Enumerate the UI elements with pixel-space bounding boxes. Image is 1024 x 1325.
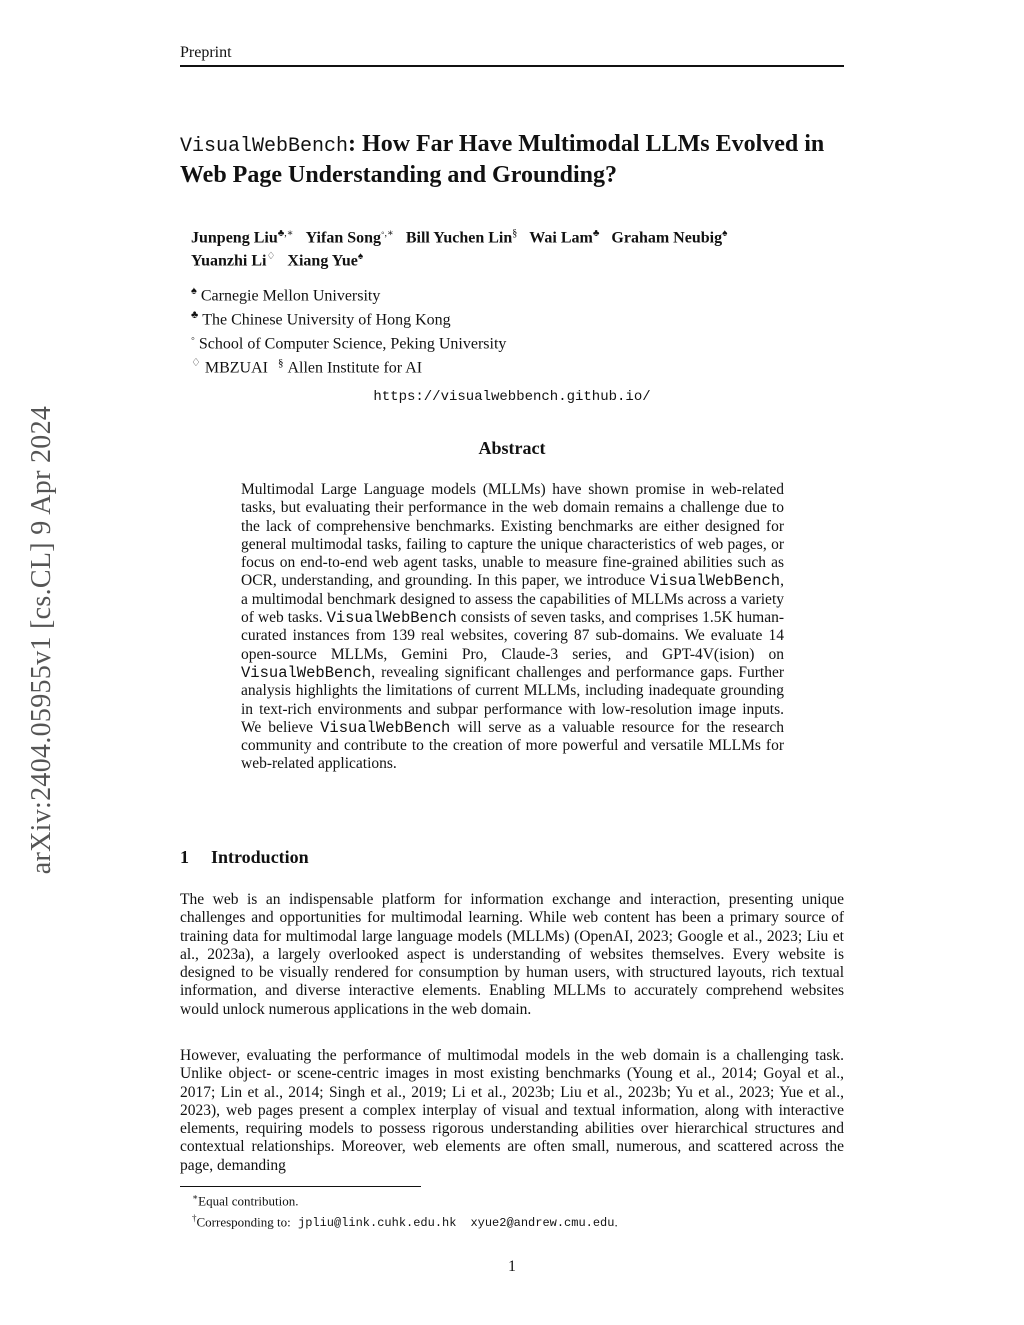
- affiliation-list: [191, 282, 506, 379]
- footnote-rule: [180, 1186, 421, 1187]
- body-paragraph: However, evaluating the performance of multimodal models in the web domain is a challenging task. Unlike object- or scene-centric images in most existing benchmarks (Young et al., 2014; Goyal et al., 2017; Lin et al., 2014; Singh et al., 2019; Li et al., 2023b; Liu et al., 2023b; Yu et al., 2023; Yue et al., 2023), web pages present a complex interplay of visual and textual information, along with interactive elements, requiring models to possess rigorous understanding abilities over hierarchical structures and contextual relationships. Moreover, web elements are often small, numerous, and scattered across the page, demanding: [180, 1047, 844, 1174]
- club-icon: ♣: [191, 309, 199, 322]
- section-mark-icon: §: [277, 357, 284, 370]
- affiliation-mark: ♠: [722, 228, 728, 239]
- author: Junpeng Liu♣,∗: [191, 228, 294, 247]
- affiliation-mark: ♠: [357, 251, 364, 263]
- affiliation-mark: ◦,∗: [381, 228, 394, 239]
- affiliation-mark: §: [512, 228, 518, 239]
- body-paragraph: The web is an indispensable platform for information exchange and interaction, presenting unique challenges and opportunities for multimodal learning. While web content has been a primary source of training data for multimodal large language models (MLLMs) (OpenAI, 2023; Google et al., 2023; Liu et al., 2023a), a largely overlooked aspect is understanding of websites themselves. Every website is designed to be visually rendered for consumption by human users, with structured layouts, rich textual information, and diverse interactive elements. Enabling MLLMs to accurately comprehend websites would unlock numerous applications in the web domain.: [180, 891, 844, 1018]
- author: Wai Lam♣: [529, 228, 600, 247]
- section-heading-introduction: [180, 847, 309, 868]
- title-system-name: VisualWebBench: [180, 135, 349, 158]
- system-name: VisualWebBench: [326, 609, 457, 628]
- footnote-equal-contribution: ∗Equal contribution.: [192, 1192, 299, 1209]
- email-link[interactable]: jpliu@link.cuhk.edu.hk: [298, 1216, 457, 1231]
- system-name: VisualWebBench: [241, 663, 372, 682]
- author: Yuanzhi Li♢: [191, 251, 276, 270]
- affiliation: ♢ MBZUAI § Allen Institute for AI: [191, 357, 423, 377]
- system-name: VisualWebBench: [649, 572, 781, 591]
- affiliation-mark: ♣,∗: [277, 228, 294, 239]
- section-title: Introduction: [211, 847, 309, 867]
- affiliation-mark: ♢: [266, 251, 276, 263]
- footnote-mark: †: [192, 1212, 197, 1223]
- affiliation: ◦ School of Computer Science, Peking University: [191, 333, 507, 353]
- email-link[interactable]: xyue2@andrew.cmu.edu: [470, 1216, 615, 1231]
- diamond-icon: ♢: [191, 357, 201, 370]
- project-url-link[interactable]: https://visualwebbench.github.io/: [373, 389, 651, 405]
- author: Xiang Yue♠: [287, 251, 364, 270]
- author: Yifan Song◦,∗: [305, 228, 394, 247]
- circle-icon: ◦: [191, 333, 195, 346]
- arxiv-identifier-stamp[interactable]: arXiv:2404.05955v1 [cs.CL] 9 Apr 2024: [26, 405, 57, 875]
- footnotes: [192, 1189, 618, 1233]
- affiliation: ♠ Carnegie Mellon University: [191, 285, 381, 305]
- header-rule: [180, 65, 844, 67]
- section-number: 1: [180, 847, 189, 867]
- paper-title: [180, 130, 860, 190]
- abstract-heading: Abstract: [478, 438, 546, 458]
- spade-icon: ♠: [191, 285, 197, 297]
- author: Bill Yuchen Lin§: [405, 228, 518, 247]
- author: Graham Neubig♠: [611, 228, 728, 247]
- footnote-corresponding: †Corresponding to: jpliu@link.cuhk.edu.hk xyue2@andrew.cmu.edu.: [192, 1212, 618, 1231]
- running-header: Preprint: [180, 44, 232, 61]
- abstract-body: Multimodal Large Language models (MLLMs) have shown promise in web-related tasks, but evaluating their performance in the web domain remains a challenge due to the lack of comprehensive benchmarks. Existing benchmarks are either designed for general multimodal tasks, failing to capture the unique characteristics of web pages, or focus on end-to-end web agent tasks, unable to measure fine-grained abilities such as OCR, understanding, and grounding. In this paper, we introduce VisualWebBench, a multimodal benchmark designed to assess the capabilities of MLLMs across a variety of web tasks. VisualWebBench consists of seven tasks, and comprises 1.5K human-curated instances from 139 real websites, covering 87 sub-domains. We evaluate 14 open-source MLLMs, Gemini Pro, Claude-3 series, and GPT-4V(ision) on VisualWebBench, revealing significant challenges and performance gaps. Further analysis highlights the limitations of current MLLMs, including inadequate grounding in text-rich environments and subpar performance with low-resolution image inputs. We believe VisualWebBench will serve as a valuable resource for the research community and contribute to the creation of more powerful and versatile MLLMs for web-related applications.: [241, 481, 784, 773]
- affiliation-mark: ♣: [592, 228, 600, 239]
- footnote-mark: ∗: [192, 1192, 199, 1202]
- system-name: VisualWebBench: [320, 718, 451, 737]
- affiliation: ♣ The Chinese University of Hong Kong: [191, 309, 451, 329]
- page-number: 1: [508, 1258, 516, 1275]
- author-list: [191, 224, 851, 271]
- title-text: : How Far Have Multimodal LLMs Evolved in Web Page Understanding and Grounding?: [180, 131, 825, 188]
